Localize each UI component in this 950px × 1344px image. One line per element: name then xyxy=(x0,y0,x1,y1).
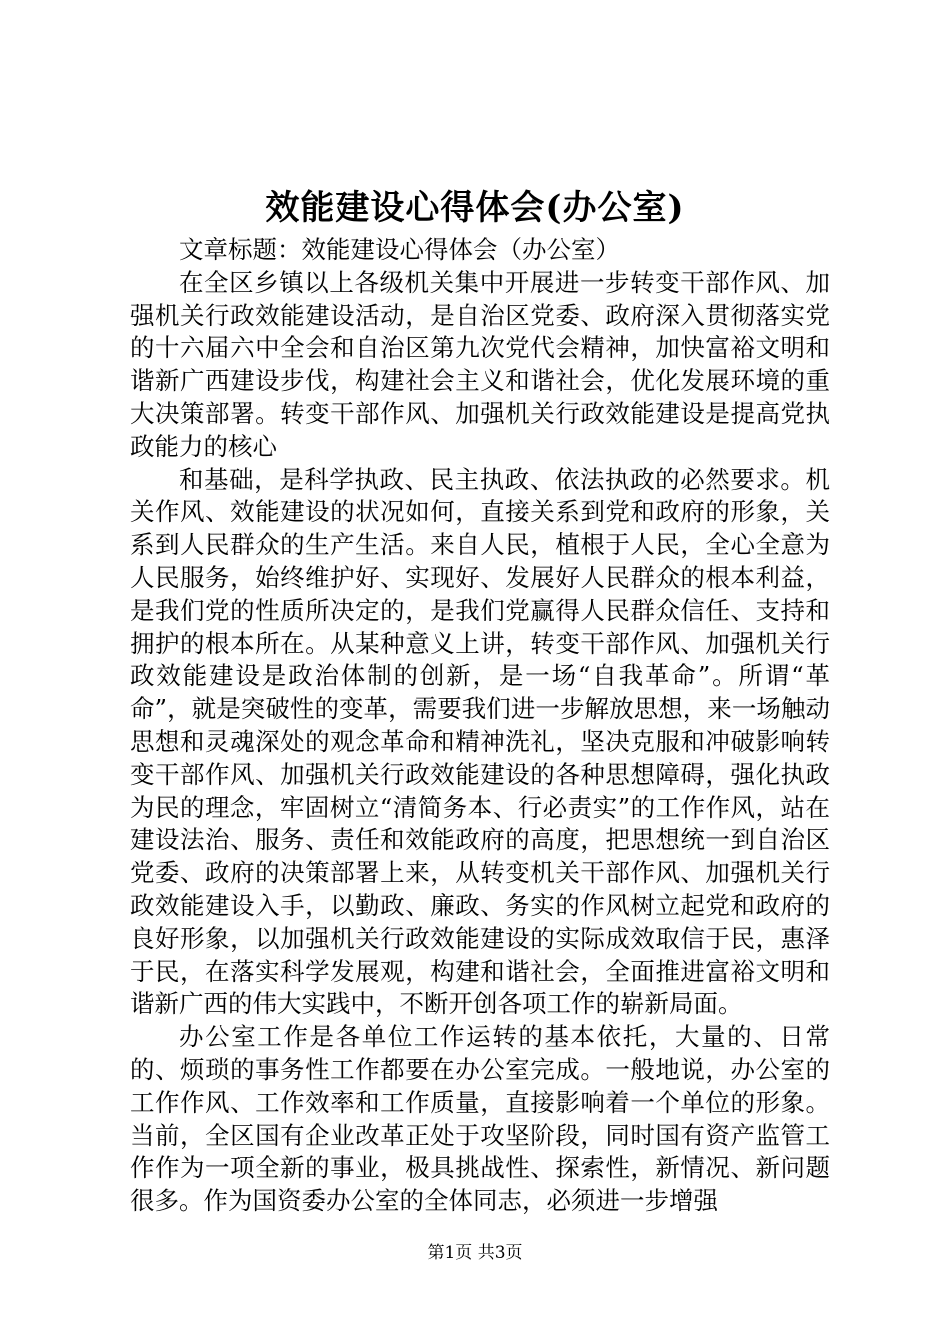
page-number-footer: 第1页 共3页 xyxy=(427,1243,523,1263)
document-body xyxy=(130,234,830,1218)
document-title: 效能建设心得体会(办公室) xyxy=(265,188,685,228)
paragraph-article-title: 文章标题：效能建设心得体会（办公室） xyxy=(179,235,620,264)
paragraph-2: 和基础，是科学执政、民主执政、依法执政的必然要求。机关作风、效能建设的状况如何，直接关系到党和政府的形象，关系到人民群众的生产生活。来自人民，植根于人民，全心全意为人民服务，始终维护好、实现好、发展好人民群众的根本利益，是我们党的性质所决定的，是我们党赢得人民群众信任、支持和拥护的根本所在。从某种意义上讲，转变干部作风、加强机关行政效能建设是政治体制的创新，是一场“自我革命”。所谓“革命”，就是突破性的变革，需要我们进一步解放思想，来一场触动思想和灵魂深处的观念革命和精神洗礼，坚决克服和冲破影响转变干部作风、加强机关行政效能建设的各种思想障碍，强化执政为民的理念，牢固树立“清简务本、行必责实”的工作作风，站在建设法治、服务、责任和效能政府的高度，把思想统一到自治区党委、政府的决策部署上来，从转变机关干部作风、加强机关行政效能建设入手，以勤政、廉政、务实的作风树立起党和政府的良好形象，以加强机关行政效能建设的实际成效取信于民，惠泽于民，在落实科学发展观，构建和谐社会，全面推进富裕文明和谐新广西的伟大实践中，不断开创各项工作的崭新局面。 xyxy=(130,464,830,1019)
paragraph-1: 在全区乡镇以上各级机关集中开展进一步转变干部作风、加强机关行政效能建设活动，是自治区党委、政府深入贯彻落实党的十六届六中全会和自治区第九次党代会精神，加快富裕文明和谐新广西建设步伐，构建社会主义和谐社会，优化发展环境的重大决策部署。转变干部作风、加强机关行政效能建设是提高党执政能力的核心 xyxy=(130,267,830,461)
paragraph-3: 办公室工作是各单位工作运转的基本依托，大量的、日常的、烦琐的事务性工作都要在办公室完成。一般地说，办公室的工作作风、工作效率和工作质量，直接影响着一个单位的形象。当前，全区国有企业改革正处于攻坚阶段，同时国有资产监管工作作为一项全新的事业，极具挑战性、探索性，新情况、新问题很多。作为国资委办公室的全体同志，必须进一步增强 xyxy=(130,1022,830,1216)
